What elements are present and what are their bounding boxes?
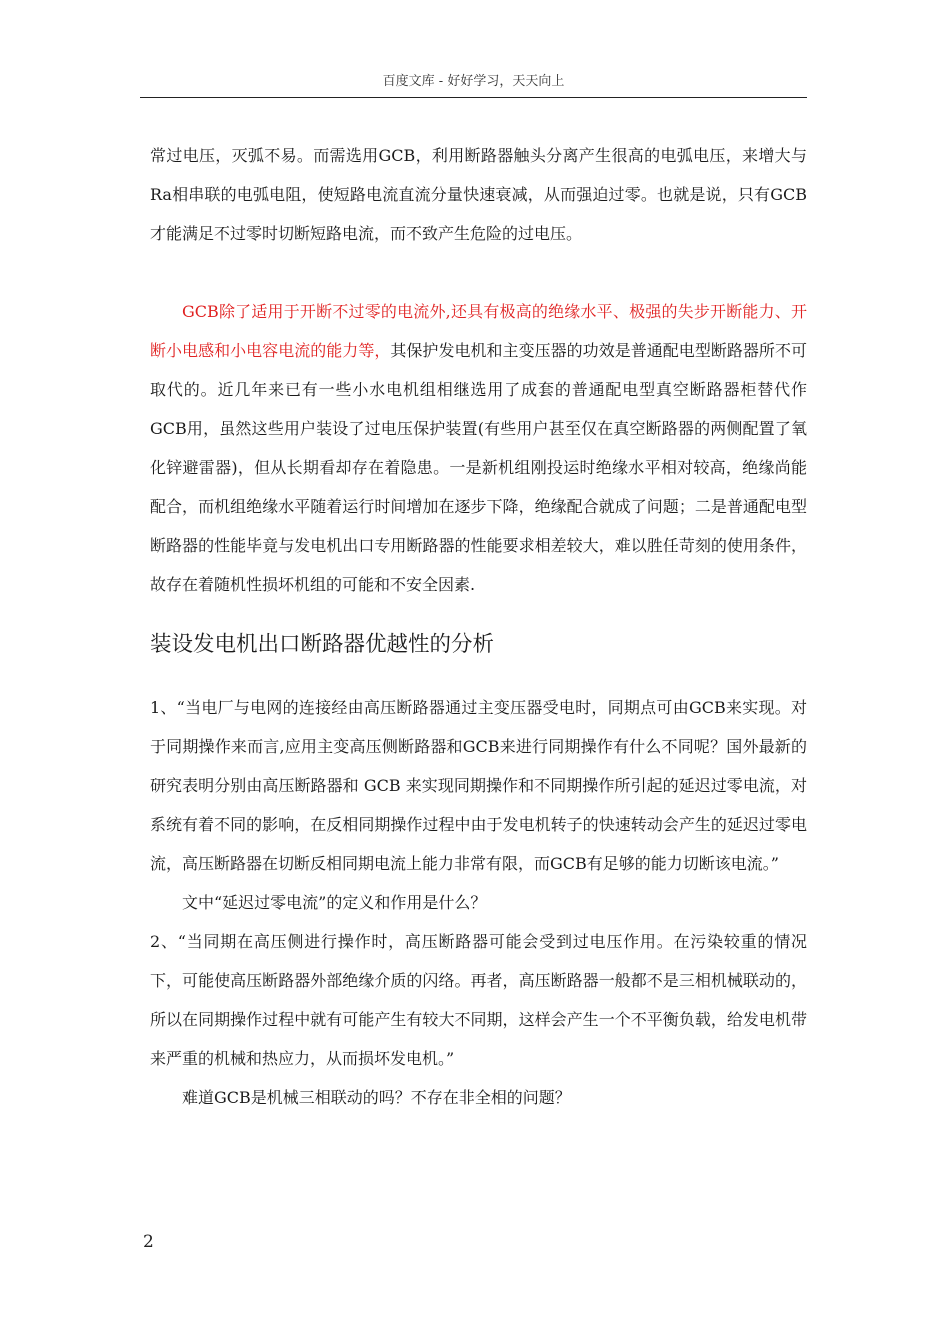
question-1: 1、“当电厂与电网的连接经由高压断路器通过主变压器受电时，同期点可由GCB来实现。对于同期操作来而言,应用主变高压侧断路器和GCB来进行同期操作有什么不同呢？国外最新的研究表明分别由高压断路器和 GCB 来实现同期操作和不同期操作所引起的延迟过零电流，对系统有着不同的影响，在反相同期操作过程中由于发电机转子的快速转动会产生的延迟过零电流，高压断路器在切断反相同期电流上能力非常有限，而GCB有足够的能力切断该电流。” xyxy=(150,698,807,873)
section-heading: 装设发电机出口断路器优越性的分析 xyxy=(150,632,495,657)
header-rule xyxy=(140,97,807,98)
paragraph-2-text: 其保护发电机和主变压器的功效是普通配电型断路器所不可取代的。近几年来已有一些小水电机组相继选用了成套的普通配电型真空断路器柜替代作GCB用，虽然这些用户装设了过电压保护装置(有些用户甚至仅在真空断路器的两侧配置了氧化锌避雷器)，但从长期看却存在着隐患。一是新机组刚投运时绝缘水平相对较高，绝缘尚能配合，而机组绝缘水平随着运行时间增加在逐步下降，绝缘配合就成了问题；二是普通配电型断路器的性能毕竟与发电机出口专用断路器的性能要求相差较大，难以胜任苛刻的使用条件，故存在着随机性损坏机组的可能和不安全因素. xyxy=(150,341,807,594)
paragraph-2 xyxy=(150,292,807,604)
highlighted-text: GCB除了适用于开断不过零的电流外,还具有极高的绝缘水平、极强的失步开断能力、开断小电感和小电容电流的能力等， xyxy=(150,302,807,360)
section-heading-wrap xyxy=(150,630,807,660)
page-number: 2 xyxy=(143,1232,154,1252)
paragraph-spacer xyxy=(150,253,807,292)
paragraph-1: 常过电压，灭弧不易。而需选用GCB，利用断路器触头分离产生很高的电弧电压，来增大与Ra相串联的电弧电阻，使短路电流直流分量快速衰减，从而强迫过零。也就是说，只有GCB才能满足不过零时切断短路电流，而不致产生危险的过电压。 xyxy=(150,146,807,243)
document-body xyxy=(150,136,807,1117)
question-2-note: 难道GCB是机械三相联动的吗？不存在非全相的问题？ xyxy=(182,1088,571,1107)
page-header: 百度文库 - 好好学习，天天向上 xyxy=(382,74,565,89)
question-1-note: 文中“延迟过零电流”的定义和作用是什么？ xyxy=(182,893,487,912)
question-2: 2、“当同期在高压侧进行操作时，高压断路器可能会受到过电压作用。在污染较重的情况下，可能使高压断路器外部绝缘介质的闪络。再者，高压断路器一般都不是三相机械联动的，所以在同期操作过程中就有可能产生有较大不同期，这样会产生一个不平衡负载，给发电机带来严重的机械和热应力，从而损坏发电机。” xyxy=(150,932,807,1068)
